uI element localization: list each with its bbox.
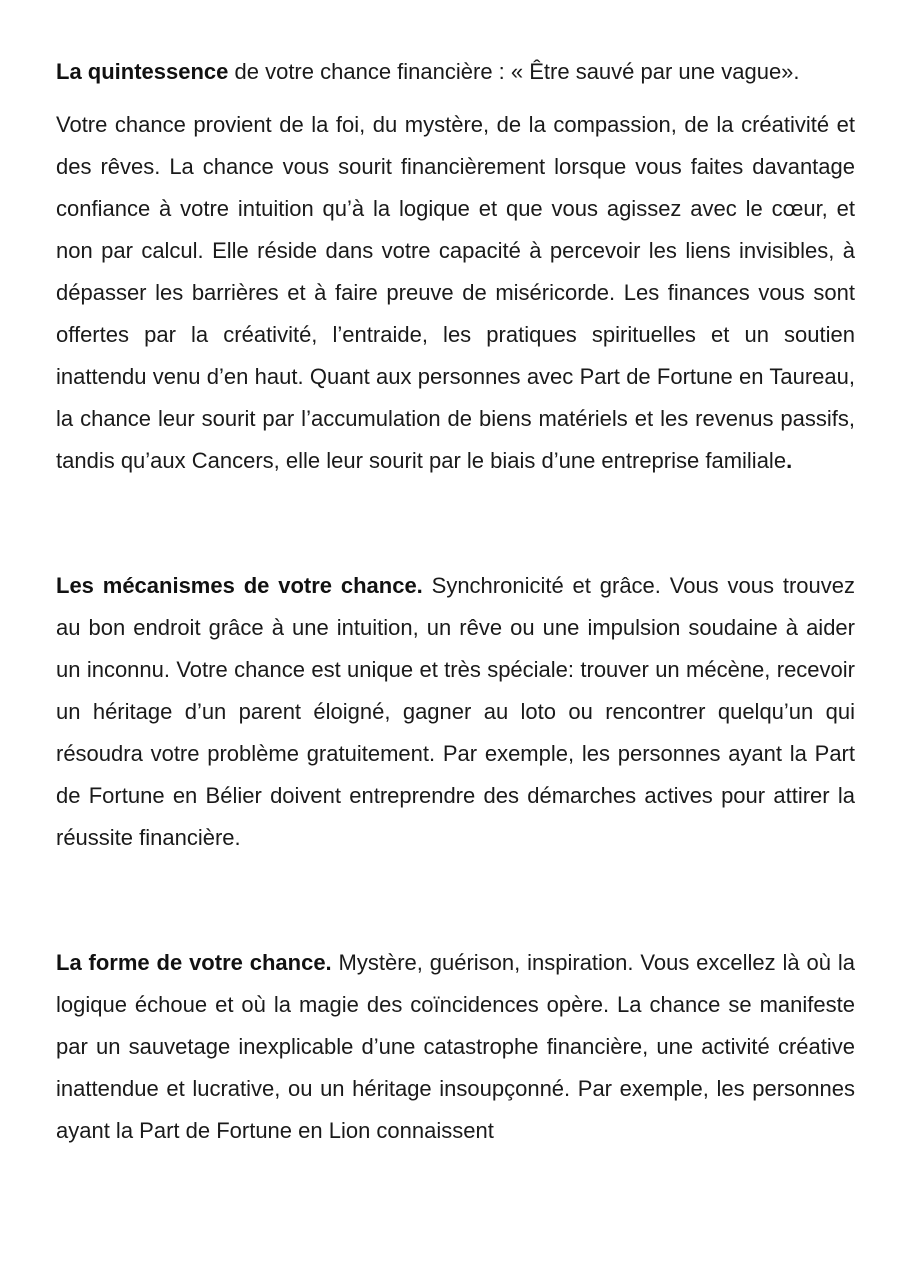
quintessence-paragraph — [56, 51, 855, 93]
mechanisms-text: Synchronicité et grâce. Vous vous trouvez au bon endroit grâce à une intuition, un rêve ou une impulsion soudaine à aider un inconnu. Votre chance est unique et très spéciale: trouver un mécène, recevoir un héritage d’un parent éloigné, gagner au loto ou rencontrer quelqu’un qui résoudra votre problème gratuitement. Par exemple, les personnes ayant la Part de Fortune en Bélier doivent entreprendre des démarches actives pour attirer la réussite financière. — [56, 573, 855, 850]
mechanisms-heading: Les mécanismes de votre chance. — [56, 573, 423, 598]
chance-source-text: Votre chance provient de la foi, du mystère, de la compassion, de la créativité et des rêves. La chance vous sourit financièrement lorsque vous faites davantage confiance à votre intuition qu’à la logique et que vous agissez avec le cœur, et non par calcul. Elle réside dans votre capacité à percevoir les liens invisibles, à dépasser les barrières et à faire preuve de miséricorde. Les finances vous sont offertes par la créativité, l’entraide, les pratiques spirituelles et un soutien inattendu venu d’en haut. Quant aux personnes avec Part de Fortune en Taureau, la chance leur sourit par l’accumulation de biens matériels et les revenus passifs, tandis qu’aux Cancers, elle leur sourit par le biais d’une entreprise familiale — [56, 112, 855, 473]
quintessence-text: de votre chance financière : « Être sauvé par une vague». — [228, 59, 800, 84]
quintessence-heading: La quintessence — [56, 59, 229, 84]
chance-source-period: . — [786, 448, 793, 473]
form-text: Mystère, guérison, inspiration. Vous excellez là où la logique échoue et où la magie des coïncidences opère. La chance se manifeste par un sauvetage inexplicable d’une catastrophe financière, une activité créative inattendue et lucrative, ou un héritage insoupçonné. Par exemple, les personnes ayant la Part de Fortune en Lion connaissent — [56, 950, 855, 1143]
chance-source-paragraph — [56, 104, 855, 482]
mechanisms-paragraph — [56, 565, 855, 859]
form-heading: La forme de votre chance. — [56, 950, 332, 975]
form-paragraph — [56, 942, 855, 1152]
